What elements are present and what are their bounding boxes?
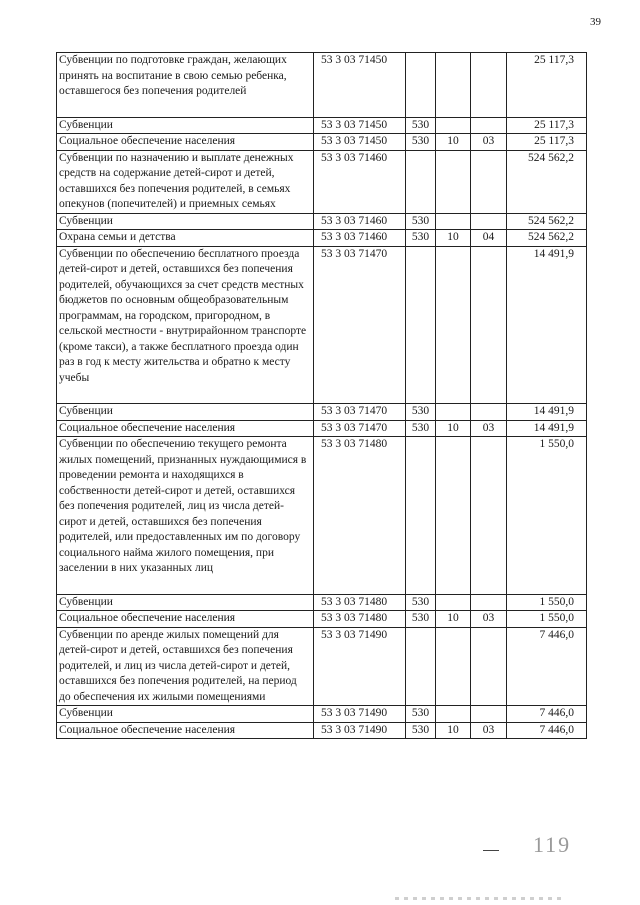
row-expense-type-cell: 530 [406,230,436,247]
table-row [57,230,587,247]
table-body [57,53,587,739]
row-sum-cell: 1 550,0 [507,437,587,595]
row-expense-type-cell: 530 [406,420,436,437]
row-code-cell: 53 3 03 71480 [314,594,406,611]
row-sum-cell: 25 117,3 [507,117,587,134]
page-number: 39 [590,16,601,28]
row-code-cell: 53 3 03 71470 [314,246,406,404]
row-subsection-cell: 03 [471,722,507,739]
table-row [57,53,587,118]
row-name-cell: Субвенции по обеспечению текущего ремонта жилых помещений, признанных нуждающимися в проведении ремонта и находящихся в собственности детей-сирот и детей, оставшихся без попечения родителей, лиц из числа детей-сирот и детей, оставшихся без попечения родителей, или предоставленных им по договору социального найма жилого помещения, при заселении в них указанных лиц [57,437,314,595]
row-expense-type-cell: 530 [406,117,436,134]
row-section-cell [436,404,471,421]
row-section-cell: 10 [436,611,471,628]
row-name-cell: Субвенции по обеспечению бесплатного проезда детей-сирот и детей, оставшихся без попечения родителей, обучающихся за счет средств местных бюджетов по основным общеобразовательным программам, на городском, пригородном, в сельской местности - внутрирайонном транспорте (кроме такси), а также бесплатного проезда один раз в год к месту жительства и обратно к месту учебы [57,246,314,404]
row-subsection-cell [471,150,507,213]
row-sum-cell: 7 446,0 [507,706,587,723]
scan-artifact [395,897,565,900]
row-subsection-cell: 03 [471,611,507,628]
row-sum-cell: 524 562,2 [507,213,587,230]
table-row [57,117,587,134]
row-expense-type-cell: 530 [406,594,436,611]
row-subsection-cell: 04 [471,230,507,247]
row-sum-cell: 14 491,9 [507,246,587,404]
footer-dash [483,850,499,851]
row-name-cell: Охрана семьи и детства [57,230,314,247]
row-section-cell [436,706,471,723]
row-subsection-cell: 03 [471,420,507,437]
row-name-cell: Субвенции [57,117,314,134]
row-code-cell: 53 3 03 71490 [314,706,406,723]
row-sum-cell: 1 550,0 [507,594,587,611]
row-sum-cell: 7 446,0 [507,627,587,706]
row-name-cell: Субвенции [57,213,314,230]
row-sum-cell: 25 117,3 [507,53,587,118]
row-sum-cell: 14 491,9 [507,404,587,421]
table-row [57,611,587,628]
row-expense-type-cell [406,627,436,706]
row-expense-type-cell [406,150,436,213]
row-section-cell [436,117,471,134]
table-row [57,246,587,404]
row-section-cell: 10 [436,230,471,247]
row-subsection-cell [471,706,507,723]
row-name-cell: Субвенции [57,594,314,611]
row-code-cell: 53 3 03 71480 [314,437,406,595]
row-code-cell: 53 3 03 71470 [314,404,406,421]
row-code-cell: 53 3 03 71460 [314,213,406,230]
row-subsection-cell [471,53,507,118]
row-name-cell: Субвенции по аренде жилых помещений для детей-сирот и детей, оставшихся без попечения родителей, и лиц из числа детей-сирот и детей, оставшихся без попечения родителей, на период до обеспечения их жилыми помещениями [57,627,314,706]
row-subsection-cell: 03 [471,134,507,151]
row-code-cell: 53 3 03 71450 [314,134,406,151]
table-row [57,213,587,230]
table-row [57,437,587,595]
row-code-cell: 53 3 03 71490 [314,722,406,739]
table-row [57,134,587,151]
row-expense-type-cell: 530 [406,722,436,739]
row-sum-cell: 524 562,2 [507,150,587,213]
table-row [57,150,587,213]
row-sum-cell: 524 562,2 [507,230,587,247]
row-name-cell: Социальное обеспечение населения [57,722,314,739]
row-section-cell [436,594,471,611]
row-section-cell: 10 [436,722,471,739]
row-expense-type-cell [406,246,436,404]
row-subsection-cell [471,404,507,421]
row-expense-type-cell: 530 [406,213,436,230]
row-expense-type-cell: 530 [406,134,436,151]
row-code-cell: 53 3 03 71450 [314,117,406,134]
row-expense-type-cell [406,53,436,118]
row-section-cell [436,150,471,213]
row-code-cell: 53 3 03 71460 [314,230,406,247]
row-expense-type-cell: 530 [406,611,436,628]
row-expense-type-cell: 530 [406,706,436,723]
row-section-cell [436,53,471,118]
row-name-cell: Социальное обеспечение населения [57,611,314,628]
row-subsection-cell [471,117,507,134]
row-subsection-cell [471,627,507,706]
row-name-cell: Социальное обеспечение населения [57,420,314,437]
row-section-cell: 10 [436,420,471,437]
table-row [57,404,587,421]
table-row [57,722,587,739]
row-code-cell: 53 3 03 71480 [314,611,406,628]
stamp-number: 119 [533,832,572,857]
row-name-cell: Субвенции [57,706,314,723]
row-name-cell: Субвенции [57,404,314,421]
row-code-cell: 53 3 03 71460 [314,150,406,213]
row-sum-cell: 1 550,0 [507,611,587,628]
row-subsection-cell [471,437,507,595]
row-code-cell: 53 3 03 71450 [314,53,406,118]
table-row [57,420,587,437]
budget-table [56,52,587,739]
row-sum-cell: 25 117,3 [507,134,587,151]
row-expense-type-cell: 530 [406,404,436,421]
table-row [57,706,587,723]
table-row [57,627,587,706]
row-sum-cell: 14 491,9 [507,420,587,437]
row-name-cell: Социальное обеспечение населения [57,134,314,151]
table-row [57,594,587,611]
row-section-cell [436,437,471,595]
row-section-cell [436,213,471,230]
row-name-cell: Субвенции по подготовке граждан, желающих принять на воспитание в свою семью ребенка, оставшегося без попечения родителей [57,53,314,118]
row-section-cell: 10 [436,134,471,151]
row-section-cell [436,246,471,404]
row-subsection-cell [471,213,507,230]
row-name-cell: Субвенции по назначению и выплате денежных средств на содержание детей-сирот и детей, оставшихся без попечения родителей, в семьях опекунов (попечителей) и приемных семьях [57,150,314,213]
row-subsection-cell [471,594,507,611]
row-expense-type-cell [406,437,436,595]
row-code-cell: 53 3 03 71470 [314,420,406,437]
row-code-cell: 53 3 03 71490 [314,627,406,706]
row-subsection-cell [471,246,507,404]
row-sum-cell: 7 446,0 [507,722,587,739]
row-section-cell [436,627,471,706]
